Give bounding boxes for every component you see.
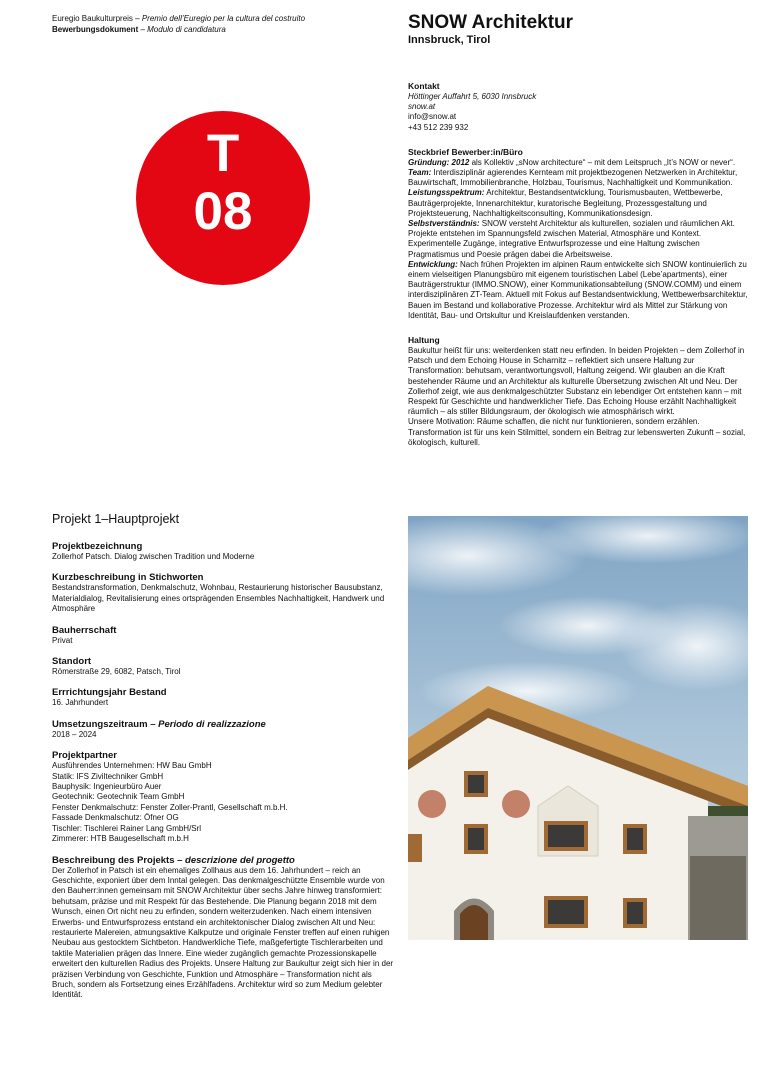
- project-column: [52, 512, 397, 1011]
- profile-founding: [408, 158, 752, 168]
- description-heading-de: Beschreibung des Projekts: [52, 854, 175, 866]
- partners-heading: Projektpartner: [52, 750, 117, 762]
- description-text: Der Zollerhof in Patsch ist ein ehemaliges Zollhaus aus dem 16. Jahrhundert – reich an Geschichte, exponiert über dem Inntal gelegen. Das denkmalgeschützte Ensemble wurde von den Bauherr:innen gemeinsam mit SNOW Architektur über sechs Jahre hinweg transformiert: behutsam, präzise und mit Respekt für das Bestehende. Die Planung begann 2018 mit dem Wunsch, einen Ort nicht neu zu erfinden, sondern weiterzudenken. Nach einem intensiven Erwerbs- und Entwurfsprozess entstand ein architektonischer Dialog zwischen Alt und Neu: restaurierte Malereien, atmungsaktive Kalkputze und originale Fenster treffen auf einen ruhigen Neubau aus gestocktem Sichtbeton. Handwerkliche Tiefe, maßgefertigte Tischlerarbeiten und taktile Materialien prägen das Innere. Eine wieder zugänglich gemachte Prozessionskapelle erweitert den kulturellen Radius des Projekts. Unsere Haltung zur Baukultur zeigt sich hier in der präzisen Verbindung von Geschichte, Funktion und Atmosphäre – Transformation nicht als Bruch, sondern als Fortsetzung eines Erzählfadens. Architektur wird so zum Medium gelebter Identität.: [52, 865, 394, 1000]
- founding-text: als Kollektiv „sNow architecture“ – mit dem Leitspruch „It’s NOW or never“.: [469, 157, 736, 167]
- entry-badge: [136, 111, 310, 285]
- partner-line: Fassade Denkmalschutz: Öfner OG: [52, 813, 179, 823]
- period-heading-de: Umsetzungszeitraum: [52, 718, 148, 730]
- attitude-text-2: Unsere Motivation: Räume schaffen, die nicht nur funktionieren, sondern erzählen. Transformation ist für uns kein Stilmittel, sondern ein Beitrag zur lebenswerten Zukunft – sozial, ökologisch, kulturell.: [408, 417, 746, 447]
- contact-email[interactable]: info@snow.at: [408, 112, 457, 122]
- team-text: Interdisziplinär agierendes Kernteam mit projektbezogenen Netzwerken in Architektur, Bauwirtschaft, Immobilienbranche, Holzbau, Tourismus, Nachhaltigkeit und Kommunikation.: [408, 168, 738, 188]
- keywords-heading: Kurzbeschreibung in Stichworten: [52, 572, 204, 584]
- contact-address: Höttinger Auffahrt 5, 6030 Innsbruck: [408, 92, 537, 101]
- section-period: [52, 719, 397, 740]
- partner-line: Tischler: Tischlerei Rainer Lang GmbH/Srl: [52, 823, 202, 833]
- period-heading: [52, 719, 397, 730]
- profile-services: [408, 188, 752, 219]
- office-name: SNOW Architektur: [408, 12, 574, 33]
- header-prize-it: – Premio dell’Euregio per la cultura del costruito: [132, 14, 306, 23]
- partner-line: Statik: IFS Ziviltechniker GmbH: [52, 771, 164, 781]
- header-prize-de: Euregio Baukulturpreis: [52, 14, 133, 23]
- project-photo: [408, 516, 748, 940]
- partner-line: Ausführendes Unternehmen: HW Bau GmbH: [52, 761, 212, 771]
- self-text: SNOW versteht Architektur als kulturellen, sozialen und räumlichen Akt. Projekte entstehen im Spannungsfeld zwischen Material, Atmosphäre und Kontext. Experimentelle Zugänge, integrative Entwurfsprozesse und eine Haltung zwischen Pragmatismus und Poesie prägen dabei die Arbeitsweise.: [408, 219, 735, 259]
- header-doc-it: – Modulo di candidatura: [138, 24, 226, 34]
- location-text: Römerstraße 29, 6082, Patsch, Tirol: [52, 667, 181, 677]
- services-text: Architektur, Bestandsentwicklung, Tourismusbauten, Wettbewerbe, Bauträgerprojekte, Innenarchitektur, kuratorische Begleitung, Prozessgestaltung und Projektsteuerung, Nachhaltigkeitsconsulting, Kommunikationsdesign.: [408, 188, 723, 218]
- attitude-heading: Haltung: [408, 335, 440, 346]
- contact-phone: +43 512 239 932: [408, 122, 469, 132]
- partner-line: Geotechnik: Geotechnik Team GmbH: [52, 792, 185, 802]
- section-location: [52, 656, 397, 677]
- document-header: [52, 14, 382, 35]
- section-keywords: [52, 572, 397, 614]
- period-text: 2018 – 2024: [52, 729, 97, 739]
- badge-number: 08: [193, 182, 253, 241]
- profile-development: [408, 260, 752, 321]
- location-heading: Standort: [52, 656, 92, 668]
- header-line-1: [52, 14, 382, 25]
- profile-heading: Steckbrief Bewerber:in/Büro: [408, 146, 523, 157]
- development-label: Entwicklung:: [408, 259, 458, 269]
- contact-web[interactable]: snow.at: [408, 102, 436, 112]
- partner-line: Zimmerer: HTB Baugesellschaft m.b.H: [52, 834, 189, 844]
- contact-heading: Kontakt: [408, 81, 440, 91]
- profile-self: [408, 219, 752, 260]
- section-client: [52, 625, 397, 646]
- client-text: Privat: [52, 635, 73, 645]
- founding-label: Gründung: 2012: [408, 157, 470, 167]
- section-name: [52, 541, 397, 562]
- client-heading: Bauherrschaft: [52, 624, 117, 636]
- year-heading: Errrichtungsjahr Bestand: [52, 687, 167, 699]
- services-label: Leistungsspektrum:: [408, 188, 485, 198]
- self-label: Selbstverständnis:: [408, 219, 480, 229]
- project-title: Projekt 1–Hauptprojekt: [52, 512, 180, 526]
- header-line-2: [52, 25, 382, 36]
- partner-line: Bauphysik: Ingenieurbüro Auer: [52, 782, 162, 792]
- description-heading-it: – descrizione del progetto: [174, 854, 295, 866]
- section-partners: [52, 750, 397, 844]
- section-description: [52, 855, 397, 1001]
- period-heading-it: – Periodo di realizzazione: [147, 718, 266, 730]
- office-column: [408, 12, 752, 448]
- description-heading: [52, 855, 397, 866]
- project-name-heading: Projektbezeichnung: [52, 541, 143, 552]
- team-label: Team:: [408, 168, 432, 178]
- profile-team: [408, 168, 752, 188]
- year-text: 16. Jahrhundert: [52, 698, 109, 708]
- project-name: Zollerhof Patsch. Dialog zwischen Tradition und Moderne: [52, 552, 255, 561]
- keywords-text: Bestandstransformation, Denkmalschutz, Wohnbau, Restaurierung historischer Bausubstanz, Materialdialog, Revitalisierung eines ortsprägenden Ensembles Nachhaltigkeit, Handwerk und Atmosphäre: [52, 583, 385, 614]
- development-text: Nach frühen Projekten im alpinen Raum entwickelte sich SNOW kontinuierlich zu einem vielseitigen Planungsbüro mit eigenem touristischen Label (Lebe’apartments), einer Bauträgerstruktur (IMMO.SNOW), einer Kommunikationsabteilung (SNOW.COMM) und einem interdisziplinären ZT-Team. Aktuell mit Fokus auf Bestandsentwicklung, Wettbewerbsarchitektur, Bauen im Bestand und kollaborative Prozesse. Architektur wird als Mittel zur Stärkung von Identität, Bau- und Ortskultur und Kreislaufdenken verstanden.: [408, 259, 748, 320]
- header-doc-de: Bewerbungsdokument: [52, 24, 139, 34]
- partner-line: Fenster Denkmalschutz: Fenster Zoller-Prantl, Gesellschaft m.b.H.: [52, 802, 288, 812]
- badge-letter: T: [206, 124, 240, 183]
- section-year: [52, 687, 397, 708]
- attitude-text-1: Baukultur heißt für uns: weiterdenken statt neu erfinden. In beiden Projekten – dem Zollerhof in Patsch und dem Echoing House in Scharnitz – reflektiert sich unsere Haltung zur Transformation: behutsam, verantwortungsvoll, Haltung zeigend. Wir glauben an die Kraft bestehender Räume und an Architektur als kulturelle Übersetzung zwischen Alt und Neu. Der Zollerhof zeigt, wie aus denkmalgeschützter Substanz ein lebendiger Ort entstehen kann – mit Respekt für Geschichte und handwerklicher Tiefe. Das Echoing House erzählt Nachhaltigkeit räumlich – als stiller Bildungsraum, der ökologisch wie atmosphärisch wirkt.: [408, 346, 745, 417]
- office-city: Innsbruck, Tirol: [408, 34, 491, 46]
